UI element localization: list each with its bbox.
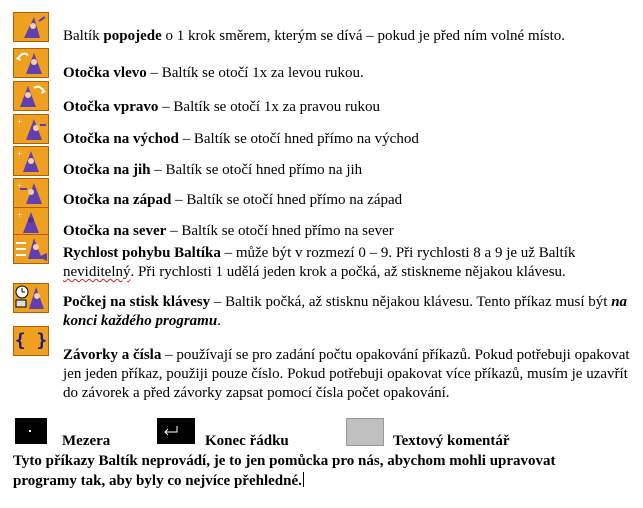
command-text: Otočka na východ – Baltík se otočí hned přímo na východ [63, 131, 419, 147]
wizard-turn-right-icon [13, 81, 49, 111]
wizard-east-icon [13, 114, 49, 144]
svg-text:+: + [17, 181, 23, 191]
wizard-wait-icon [13, 283, 49, 313]
wait-command-text: Počkej na stisk klávesy – Baltik počká, až stisknu nějakou klávesu. Tento příkaz musí být na konci každého programu. [63, 294, 628, 329]
wizard-north-icon [13, 207, 49, 237]
command-text: Otočka vlevo – Baltík se otočí 1x za levou rukou. [63, 65, 364, 81]
text-cursor [303, 472, 304, 487]
comment-label: Textový komentář [393, 433, 510, 449]
wizard-speed-icon [13, 234, 49, 264]
enter-symbol-icon [157, 418, 195, 444]
speed-command-text: Rychlost pohybu Baltíka – může být v rozmezí 0 – 9. Při rychlosti 8 a 9 je už Baltík neviditelný. Při rychlosti 1 udělá jeden krok a počká, až stiskneme nějakou klávesu. [63, 245, 576, 280]
space-label: Mezera [62, 433, 111, 449]
braces-command-text: Závorky a čísla – používají se pro zadání počtu opakování příkazů. Pokud potřebuji opakovat jen jeden příkaz, použiji pouze číslo. Pokud potřebuji opakovat více příkazů, musím je uzavřít do závorek a před závorky zapsat pomocí čísla počet opakování. [63, 347, 630, 401]
svg-text:+: + [17, 210, 23, 220]
braces-icon: { } [13, 326, 49, 356]
wizard-south-icon [13, 146, 49, 176]
comment-symbol-box [346, 418, 384, 446]
command-text: Otočka na jih – Baltík se otočí hned přímo na jih [63, 162, 363, 178]
command-text: Baltík popojede o 1 krok směrem, kterým se dívá – pokud je před ním volné místo. [63, 28, 566, 44]
command-text: Otočka na sever – Baltík se otočí hned přímo na sever [63, 223, 394, 239]
enter-label: Konec řádku [205, 433, 289, 449]
wizard-forward-icon [13, 12, 49, 42]
wizard-west-icon [13, 178, 49, 208]
wizard-turn-left-icon [13, 48, 49, 78]
space-symbol-icon [15, 418, 47, 444]
svg-text:+: + [17, 117, 23, 127]
footer-note: Tyto příkazy Baltík neprovádí, je to jen pomůcka pro nás, abychom mohli upravovat programy tak, aby byly co nejvíce přehledné. [13, 453, 556, 489]
svg-text:+: + [17, 149, 23, 159]
command-text: Otočka vpravo – Baltík se otočí 1x za pravou rukou [63, 99, 381, 115]
command-text: Otočka na západ – Baltík se otočí hned přímo na západ [63, 192, 403, 208]
